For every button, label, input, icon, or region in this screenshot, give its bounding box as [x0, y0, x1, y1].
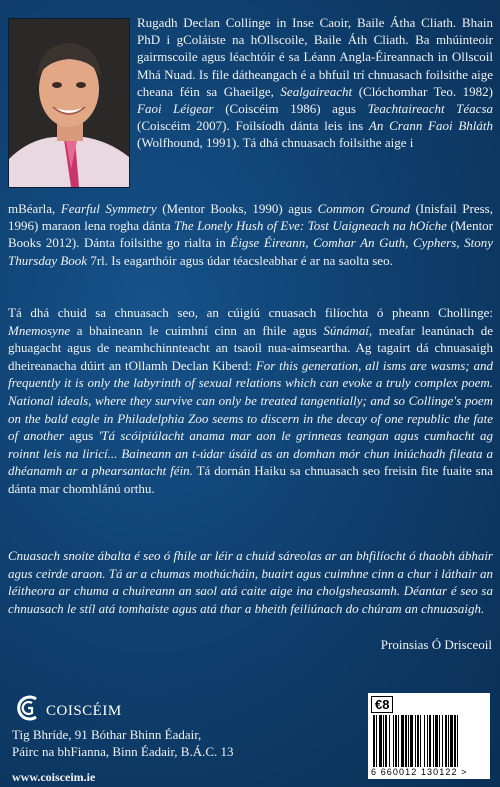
barcode-bar [385, 715, 387, 767]
section-title: Súnámaí, [323, 322, 373, 338]
bio-text: (Coiscéim 1986) agus [225, 101, 356, 117]
kiberd-quote: For this generation, all isms are wasms; and frequently it is only the labyrinth of sexual relations which can evoke a truly complex poem. National ideals, where they survive can only be treated tangentially; and so Collinge's poem on the bald eagle in Philadelphia Zoo seems to discern in the decay of one republic the fate of another [8, 357, 493, 444]
bio-text: (Mentor Books 2012). Dánta foilsithe go rialta in [8, 218, 494, 251]
book-title: Sealgaireacht [280, 83, 353, 99]
book-title: Fearful Symmetry [60, 201, 157, 216]
book-title: Teachtaireacht Téacsa [367, 101, 494, 117]
barcode-bar [450, 715, 453, 767]
barcode-bar [415, 715, 416, 767]
barcode-bar [427, 715, 428, 767]
author-bio [137, 14, 493, 152]
barcode-bar [445, 715, 447, 767]
barcode-bar [376, 715, 377, 767]
book-title: An Crann Faoi Bhláth [368, 118, 494, 134]
bio-text: (Mentor Books, 1990) agus [162, 201, 313, 216]
barcode-bar [379, 715, 382, 767]
bio-text: (Wolfhound, 1991). Tá dhá chnuasach foilsithe aige i [137, 135, 414, 151]
review-text: Tá dornán Haiku sa chnuasach seo freisin fite fuaite sna dánta mar chomhlánú orthu. [8, 463, 494, 496]
bio-text: Rugadh Declan Collinge in Inse Caoir, Baile Átha Cliath. Bhain PhD i gColáiste na hOllscoile, Baile Áth Cliath. Ba mhúinteoir gairmscoile agus léachtóir é sa Léann Angla-Éireannach in Ollscoil Mhá Nuad. Is file dátheangach é a bhfuil trí chnuasach foilsithe aige cheana féin sa Ghaeilge, [137, 15, 493, 99]
barcode-number: 6 660012 130122 > [371, 767, 468, 777]
publisher-name: COISCÉIM [46, 703, 122, 719]
bio-text: (Coiscéim 2007). Foilsíodh dánta leis ins [137, 118, 364, 134]
barcode-bar [417, 715, 419, 767]
barcode-bar [373, 715, 375, 767]
barcode-bar [395, 715, 397, 767]
coisceim-logo-icon [12, 693, 42, 723]
barcode-bar [405, 715, 407, 767]
bio-text: 7rl. Is eagarthóir agus údar téacsleabhar é ar na saolta seo. [90, 252, 393, 268]
barcode-bar [433, 715, 434, 767]
publisher-address-line2: Páirc na bhFianna, Binn Éadair, B.Á.C. 13 [12, 744, 234, 759]
barcode-box [368, 693, 490, 779]
review-text: meafar leanúnach de ghuagacht agus de neamhchinnteacht an tsaoil nua-aimseartha. Ag tagairt dá chnuasaigh dheireanacha dúirt an tOllamh Declan Kiberd: [8, 322, 494, 373]
review-text: a bhaineann le cuimhní cinn an fhile agus [76, 322, 317, 338]
irish-quote: 'Tá scóipiúlacht anama mar aon le grinneas teangan agus cumhacht ag roinnt leis na liricí... Baineann an t-údar úsáid as an domhan mór chun iniúchadh fileata a dhéanamh ar a phearsantacht féin. [8, 428, 494, 479]
journal-titles: Éigse Éireann, Comhar An Guth, Cyphers, Stony Thursday Book [8, 235, 493, 268]
barcode-bar [429, 715, 431, 767]
barcode-bar [424, 715, 425, 767]
book-title: Faoi Léigear [137, 101, 214, 117]
barcode-bar [457, 715, 458, 767]
barcode-bar [435, 715, 438, 767]
book-title: The Lonely Hush of Eve: Tost Uaigneach na hOíche [174, 218, 447, 234]
blurb-paragraph [8, 547, 493, 617]
author-bio-continued [8, 200, 493, 269]
blurb-signature: Proinsias Ó Drisceoil [380, 637, 492, 652]
barcode-bar [439, 715, 440, 767]
barcode-bar [383, 715, 384, 767]
barcode-bar [442, 715, 443, 767]
review-text: agus [69, 428, 94, 444]
barcode-bar [401, 715, 404, 767]
blurb-text: Cnuasach snoite ábalta é seo ó fhile ar léir a chuid sáreolas ar an bhfilíocht ó thaobh ábhair agus ceirde araon. Tá ar a chumas mothúcháin, buairt agus cuimhne cinn a chur i láthair an léitheora ar chuma a chuireann an saol atá caite aige ina cholgsheasamh. Déantar é seo sa chnuasach le stíl atá tomhaiste agus atá thar a bheith feiliúnach do chúram an chnuasaigh. [8, 548, 493, 616]
publisher-website: www.coisceim.ie [12, 770, 96, 784]
publisher-address-line1: Tig Bhríde, 91 Bóthar Bhinn Éadair, [12, 727, 202, 742]
barcode-bar [420, 715, 421, 767]
barcode-bar [393, 715, 394, 767]
barcode-bar [389, 715, 390, 767]
bio-text: (Inisfail Press, 1996) maraon lena rogha dánta [8, 201, 493, 234]
book-title: Common Ground [317, 201, 411, 216]
barcode-bar [410, 715, 413, 767]
author-photo [8, 18, 130, 188]
review-paragraph [8, 304, 493, 498]
barcode-icon [373, 715, 485, 767]
review-text: Tá dhá chuid sa chnuasach seo, an cúigiú cnuasach filíochta ó pheann Chollinge: [8, 305, 493, 320]
bio-text: mBéarla, [8, 201, 56, 216]
barcode-bar [448, 715, 449, 767]
barcode-bar [398, 715, 399, 767]
barcode-bar [408, 715, 409, 767]
barcode-bar [454, 715, 456, 767]
price-label: €8 [371, 696, 393, 713]
section-title: Mnemosyne [8, 322, 71, 338]
bio-text: (Clóchomhar Teo. 1982) [358, 83, 493, 99]
